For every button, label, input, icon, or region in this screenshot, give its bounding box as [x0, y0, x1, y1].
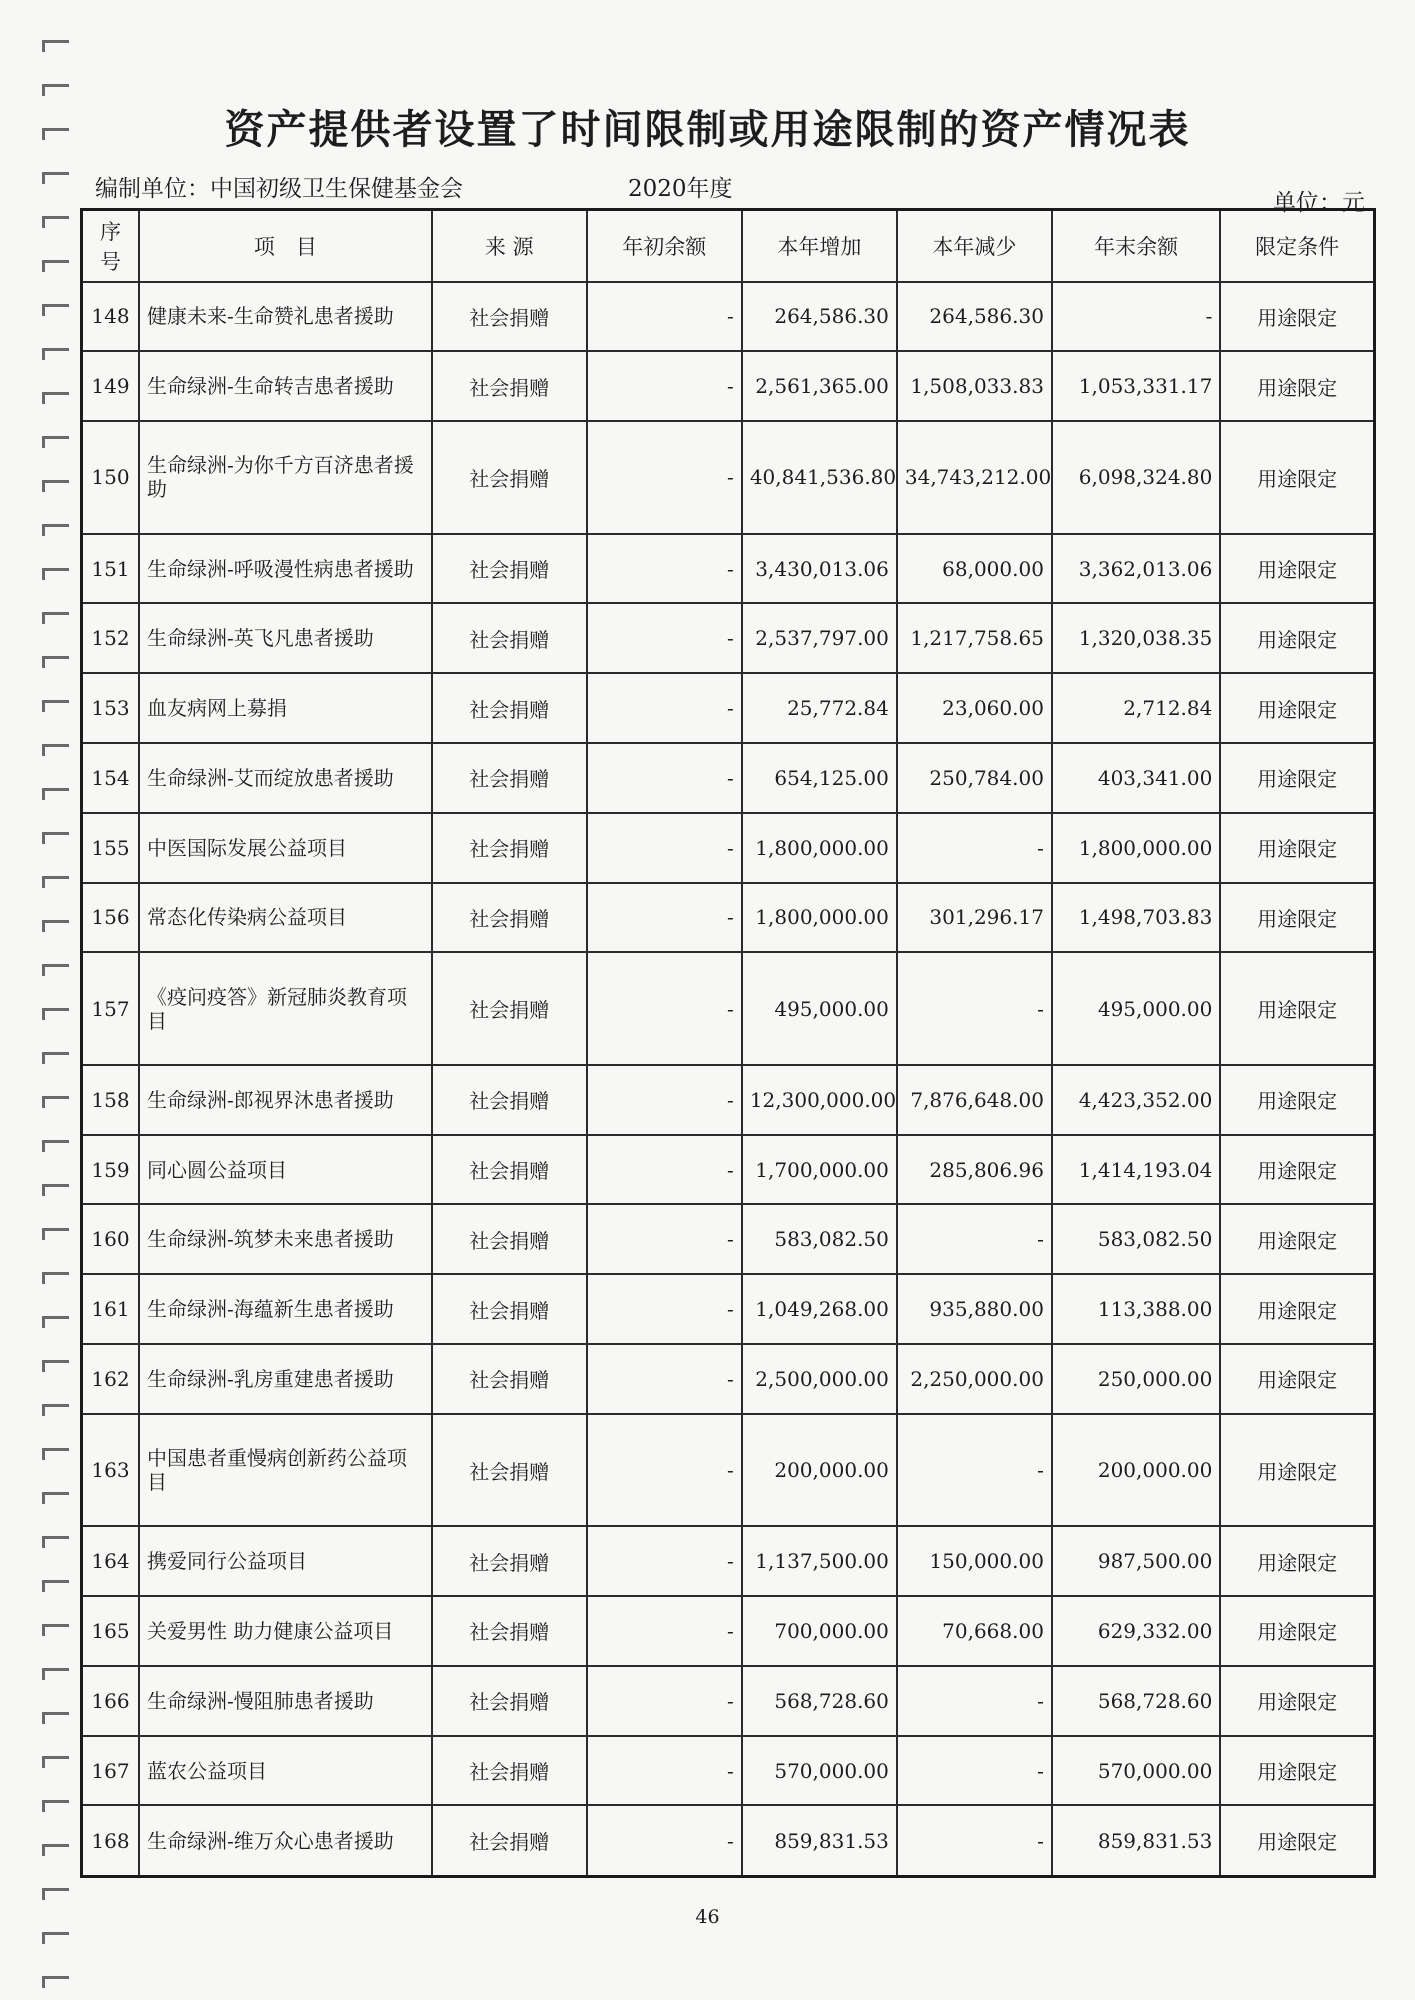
cell-opening-balance: -	[587, 1274, 742, 1344]
cell-restriction-condition: 用途限定	[1220, 1135, 1374, 1205]
cell-opening-balance: -	[587, 1135, 742, 1205]
cell-restriction-condition: 用途限定	[1220, 1596, 1374, 1666]
col-header-no: 序号	[82, 210, 140, 282]
table-row	[82, 1596, 1375, 1666]
cell-row-number: 164	[82, 1526, 140, 1596]
col-header-source: 来 源	[432, 210, 587, 282]
cell-source: 社会捐赠	[432, 1135, 587, 1205]
cell-opening-balance: -	[587, 1596, 742, 1666]
binding-tick	[42, 480, 69, 492]
cell-opening-balance: -	[587, 952, 742, 1065]
binding-tick	[42, 1536, 69, 1548]
cell-restriction-condition: 用途限定	[1220, 883, 1374, 953]
table-row	[82, 952, 1375, 1065]
cell-closing-balance: 403,341.00	[1052, 743, 1220, 813]
cell-source: 社会捐赠	[432, 1065, 587, 1135]
cell-increase: 25,772.84	[742, 673, 897, 743]
cell-closing-balance: 4,423,352.00	[1052, 1065, 1220, 1135]
cell-decrease: 264,586.30	[897, 282, 1052, 352]
cell-source: 社会捐赠	[432, 603, 587, 673]
cell-decrease: 301,296.17	[897, 883, 1052, 953]
binding-tick	[42, 1844, 69, 1856]
cell-source: 社会捐赠	[432, 1666, 587, 1736]
binding-tick	[42, 788, 69, 800]
cell-row-number: 155	[82, 813, 140, 883]
cell-source: 社会捐赠	[432, 1805, 587, 1876]
table-row	[82, 1526, 1375, 1596]
cell-increase: 2,561,365.00	[742, 351, 897, 421]
cell-restriction-condition: 用途限定	[1220, 1805, 1374, 1876]
cell-item-name: 《疫问疫答》新冠肺炎教育项目	[139, 952, 432, 1065]
cell-restriction-condition: 用途限定	[1220, 743, 1374, 813]
cell-row-number: 165	[82, 1596, 140, 1666]
col-header-increase: 本年增加	[742, 210, 897, 282]
cell-item-name: 健康未来-生命赞礼患者援助	[139, 282, 432, 352]
binding-tick	[42, 1140, 69, 1152]
cell-decrease: 1,508,033.83	[897, 351, 1052, 421]
binding-tick	[42, 1800, 69, 1812]
binding-tick	[42, 172, 69, 184]
table-row	[82, 673, 1375, 743]
cell-increase: 654,125.00	[742, 743, 897, 813]
cell-row-number: 167	[82, 1736, 140, 1806]
cell-row-number: 158	[82, 1065, 140, 1135]
cell-item-name: 生命绿洲-维万众心患者援助	[139, 1805, 432, 1876]
col-header-decrease: 本年减少	[897, 210, 1052, 282]
cell-closing-balance: 3,362,013.06	[1052, 534, 1220, 604]
binding-tick	[42, 832, 69, 844]
page-number: 46	[695, 1906, 720, 1928]
binding-tick	[42, 1932, 69, 1944]
binding-tick	[42, 1272, 69, 1284]
cell-item-name: 生命绿洲-郎视界沐患者援助	[139, 1065, 432, 1135]
table-row	[82, 1805, 1375, 1876]
currency-unit: 单位：元	[1273, 190, 1365, 216]
cell-decrease: 150,000.00	[897, 1526, 1052, 1596]
cell-increase: 583,082.50	[742, 1204, 897, 1274]
cell-decrease: -	[897, 1414, 1052, 1527]
cell-restriction-condition: 用途限定	[1220, 813, 1374, 883]
cell-closing-balance: 250,000.00	[1052, 1344, 1220, 1414]
cell-source: 社会捐赠	[432, 673, 587, 743]
cell-item-name: 生命绿洲-筑梦未来患者援助	[139, 1204, 432, 1274]
binding-tick	[42, 1888, 69, 1900]
cell-opening-balance: -	[587, 1065, 742, 1135]
cell-closing-balance: 1,053,331.17	[1052, 351, 1220, 421]
table-row	[82, 1204, 1375, 1274]
cell-increase: 3,430,013.06	[742, 534, 897, 604]
col-header-closing: 年末余额	[1052, 210, 1220, 282]
table-row	[82, 603, 1375, 673]
cell-restriction-condition: 用途限定	[1220, 282, 1374, 352]
binding-tick	[42, 1008, 69, 1020]
cell-increase: 1,800,000.00	[742, 883, 897, 953]
cell-item-name: 生命绿洲-为你千方百济患者援助	[139, 421, 432, 534]
cell-item-name: 血友病网上募捐	[139, 673, 432, 743]
cell-restriction-condition: 用途限定	[1220, 1274, 1374, 1344]
cell-item-name: 生命绿洲-呼吸漫性病患者援助	[139, 534, 432, 604]
col-header-condition: 限定条件	[1220, 210, 1374, 282]
table-row	[82, 1065, 1375, 1135]
cell-closing-balance: 113,388.00	[1052, 1274, 1220, 1344]
table-header-row	[82, 210, 1375, 282]
binding-tick	[42, 1448, 69, 1460]
cell-source: 社会捐赠	[432, 1596, 587, 1666]
cell-source: 社会捐赠	[432, 1414, 587, 1527]
binding-tick	[42, 436, 69, 448]
cell-row-number: 148	[82, 282, 140, 352]
table-row	[82, 1666, 1375, 1736]
cell-item-name: 生命绿洲-乳房重建患者援助	[139, 1344, 432, 1414]
cell-row-number: 168	[82, 1805, 140, 1876]
cell-row-number: 156	[82, 883, 140, 953]
cell-restriction-condition: 用途限定	[1220, 1666, 1374, 1736]
cell-closing-balance: 6,098,324.80	[1052, 421, 1220, 534]
cell-row-number: 152	[82, 603, 140, 673]
col-header-opening: 年初余额	[587, 210, 742, 282]
cell-source: 社会捐赠	[432, 1526, 587, 1596]
cell-closing-balance: 200,000.00	[1052, 1414, 1220, 1527]
cell-increase: 200,000.00	[742, 1414, 897, 1527]
cell-decrease: 2,250,000.00	[897, 1344, 1052, 1414]
cell-closing-balance: 568,728.60	[1052, 1666, 1220, 1736]
cell-increase: 1,049,268.00	[742, 1274, 897, 1344]
cell-row-number: 154	[82, 743, 140, 813]
cell-increase: 495,000.00	[742, 952, 897, 1065]
binding-tick	[42, 744, 69, 756]
cell-item-name: 中医国际发展公益项目	[139, 813, 432, 883]
cell-source: 社会捐赠	[432, 813, 587, 883]
cell-opening-balance: -	[587, 883, 742, 953]
cell-row-number: 151	[82, 534, 140, 604]
cell-restriction-condition: 用途限定	[1220, 534, 1374, 604]
cell-decrease: -	[897, 1666, 1052, 1736]
cell-opening-balance: -	[587, 1344, 742, 1414]
binding-tick	[42, 392, 69, 404]
binding-tick	[42, 920, 69, 932]
cell-closing-balance: 1,414,193.04	[1052, 1135, 1220, 1205]
cell-increase: 859,831.53	[742, 1805, 897, 1876]
cell-closing-balance: 2,712.84	[1052, 673, 1220, 743]
binding-tick	[42, 1228, 69, 1240]
cell-restriction-condition: 用途限定	[1220, 1344, 1374, 1414]
cell-decrease: 70,668.00	[897, 1596, 1052, 1666]
cell-opening-balance: -	[587, 743, 742, 813]
cell-source: 社会捐赠	[432, 952, 587, 1065]
cell-restriction-condition: 用途限定	[1220, 952, 1374, 1065]
asset-restriction-table	[80, 208, 1376, 1878]
cell-source: 社会捐赠	[432, 1344, 587, 1414]
cell-decrease: 34,743,212.00	[897, 421, 1052, 534]
table-row	[82, 743, 1375, 813]
cell-row-number: 157	[82, 952, 140, 1065]
binding-tick	[42, 1976, 69, 1988]
cell-closing-balance: 859,831.53	[1052, 1805, 1220, 1876]
cell-opening-balance: -	[587, 421, 742, 534]
table-row	[82, 883, 1375, 953]
cell-item-name: 生命绿洲-慢阻肺患者援助	[139, 1666, 432, 1736]
binding-tick	[42, 304, 69, 316]
table-row	[82, 1344, 1375, 1414]
cell-closing-balance: -	[1052, 282, 1220, 352]
cell-restriction-condition: 用途限定	[1220, 673, 1374, 743]
cell-closing-balance: 583,082.50	[1052, 1204, 1220, 1274]
cell-closing-balance: 987,500.00	[1052, 1526, 1220, 1596]
binding-tick	[42, 1712, 69, 1724]
cell-item-name: 生命绿洲-海蕴新生患者援助	[139, 1274, 432, 1344]
cell-row-number: 163	[82, 1414, 140, 1527]
cell-restriction-condition: 用途限定	[1220, 351, 1374, 421]
binding-tick	[42, 84, 69, 96]
cell-increase: 1,700,000.00	[742, 1135, 897, 1205]
cell-source: 社会捐赠	[432, 534, 587, 604]
binding-tick	[42, 216, 69, 228]
cell-opening-balance: -	[587, 351, 742, 421]
binding-tick	[42, 1096, 69, 1108]
cell-increase: 2,537,797.00	[742, 603, 897, 673]
cell-decrease: 68,000.00	[897, 534, 1052, 604]
cell-restriction-condition: 用途限定	[1220, 1414, 1374, 1527]
cell-item-name: 同心圆公益项目	[139, 1135, 432, 1205]
cell-closing-balance: 495,000.00	[1052, 952, 1220, 1065]
cell-decrease: -	[897, 1736, 1052, 1806]
binding-tick	[42, 1668, 69, 1680]
table-row	[82, 421, 1375, 534]
cell-closing-balance: 1,320,038.35	[1052, 603, 1220, 673]
cell-restriction-condition: 用途限定	[1220, 1736, 1374, 1806]
cell-closing-balance: 629,332.00	[1052, 1596, 1220, 1666]
binding-tick	[42, 1316, 69, 1328]
binding-tick	[42, 260, 69, 272]
table-row	[82, 534, 1375, 604]
cell-closing-balance: 1,800,000.00	[1052, 813, 1220, 883]
cell-row-number: 153	[82, 673, 140, 743]
cell-row-number: 150	[82, 421, 140, 534]
cell-source: 社会捐赠	[432, 282, 587, 352]
cell-restriction-condition: 用途限定	[1220, 1204, 1374, 1274]
cell-opening-balance: -	[587, 603, 742, 673]
binding-tick	[42, 1756, 69, 1768]
cell-source: 社会捐赠	[432, 743, 587, 813]
cell-increase: 40,841,536.80	[742, 421, 897, 534]
org-label: 编制单位：中国初级卫生保健基金会	[95, 176, 463, 202]
cell-opening-balance: -	[587, 282, 742, 352]
cell-restriction-condition: 用途限定	[1220, 1526, 1374, 1596]
binding-tick	[42, 348, 69, 360]
cell-decrease: -	[897, 1805, 1052, 1876]
cell-increase: 1,137,500.00	[742, 1526, 897, 1596]
binding-tick	[42, 656, 69, 668]
cell-decrease: 23,060.00	[897, 673, 1052, 743]
cell-item-name: 关爱男性 助力健康公益项目	[139, 1596, 432, 1666]
cell-source: 社会捐赠	[432, 1204, 587, 1274]
cell-item-name: 常态化传染病公益项目	[139, 883, 432, 953]
cell-decrease: 935,880.00	[897, 1274, 1052, 1344]
cell-item-name: 中国患者重慢病创新药公益项目	[139, 1414, 432, 1527]
cell-opening-balance: -	[587, 534, 742, 604]
cell-row-number: 159	[82, 1135, 140, 1205]
cell-increase: 570,000.00	[742, 1736, 897, 1806]
table-row	[82, 282, 1375, 352]
binding-tick	[42, 1184, 69, 1196]
cell-opening-balance: -	[587, 1805, 742, 1876]
cell-row-number: 161	[82, 1274, 140, 1344]
cell-increase: 1,800,000.00	[742, 813, 897, 883]
binding-tick	[42, 40, 69, 52]
binding-margin	[30, 0, 70, 2000]
binding-tick	[42, 876, 69, 888]
cell-decrease: -	[897, 813, 1052, 883]
binding-tick	[42, 1360, 69, 1372]
cell-restriction-condition: 用途限定	[1220, 603, 1374, 673]
binding-tick	[42, 1624, 69, 1636]
fiscal-year: 2020年度	[628, 176, 733, 202]
cell-decrease: 7,876,648.00	[897, 1065, 1052, 1135]
cell-increase: 12,300,000.00	[742, 1065, 897, 1135]
cell-opening-balance: -	[587, 1414, 742, 1527]
cell-item-name: 生命绿洲-英飞凡患者援助	[139, 603, 432, 673]
page-title: 资产提供者设置了时间限制或用途限制的资产情况表	[224, 106, 1191, 153]
cell-decrease: 250,784.00	[897, 743, 1052, 813]
table-row	[82, 1135, 1375, 1205]
cell-opening-balance: -	[587, 1666, 742, 1736]
cell-increase: 2,500,000.00	[742, 1344, 897, 1414]
table-row	[82, 813, 1375, 883]
cell-row-number: 162	[82, 1344, 140, 1414]
cell-source: 社会捐赠	[432, 1736, 587, 1806]
cell-item-name: 蓝农公益项目	[139, 1736, 432, 1806]
cell-restriction-condition: 用途限定	[1220, 1065, 1374, 1135]
col-header-item: 项 目	[139, 210, 432, 282]
cell-item-name: 携爱同行公益项目	[139, 1526, 432, 1596]
binding-tick	[42, 700, 69, 712]
table-body	[82, 282, 1375, 1877]
cell-decrease: -	[897, 952, 1052, 1065]
cell-increase: 700,000.00	[742, 1596, 897, 1666]
cell-closing-balance: 1,498,703.83	[1052, 883, 1220, 953]
cell-opening-balance: -	[587, 1204, 742, 1274]
binding-tick	[42, 964, 69, 976]
cell-closing-balance: 570,000.00	[1052, 1736, 1220, 1806]
binding-tick	[42, 612, 69, 624]
binding-tick	[42, 1052, 69, 1064]
cell-increase: 568,728.60	[742, 1666, 897, 1736]
cell-opening-balance: -	[587, 1526, 742, 1596]
cell-item-name: 生命绿洲-艾而绽放患者援助	[139, 743, 432, 813]
binding-tick	[42, 1580, 69, 1592]
table-row	[82, 351, 1375, 421]
binding-tick	[42, 524, 69, 536]
cell-increase: 264,586.30	[742, 282, 897, 352]
cell-source: 社会捐赠	[432, 351, 587, 421]
cell-source: 社会捐赠	[432, 421, 587, 534]
cell-decrease: -	[897, 1204, 1052, 1274]
cell-decrease: 285,806.96	[897, 1135, 1052, 1205]
cell-source: 社会捐赠	[432, 883, 587, 953]
cell-row-number: 149	[82, 351, 140, 421]
cell-opening-balance: -	[587, 673, 742, 743]
cell-row-number: 166	[82, 1666, 140, 1736]
cell-decrease: 1,217,758.65	[897, 603, 1052, 673]
table-row	[82, 1414, 1375, 1527]
cell-opening-balance: -	[587, 1736, 742, 1806]
cell-restriction-condition: 用途限定	[1220, 421, 1374, 534]
binding-tick	[42, 1404, 69, 1416]
cell-opening-balance: -	[587, 813, 742, 883]
table-row	[82, 1736, 1375, 1806]
cell-row-number: 160	[82, 1204, 140, 1274]
cell-item-name: 生命绿洲-生命转吉患者援助	[139, 351, 432, 421]
cell-source: 社会捐赠	[432, 1274, 587, 1344]
binding-tick	[42, 568, 69, 580]
table-row	[82, 1274, 1375, 1344]
binding-tick	[42, 1492, 69, 1504]
